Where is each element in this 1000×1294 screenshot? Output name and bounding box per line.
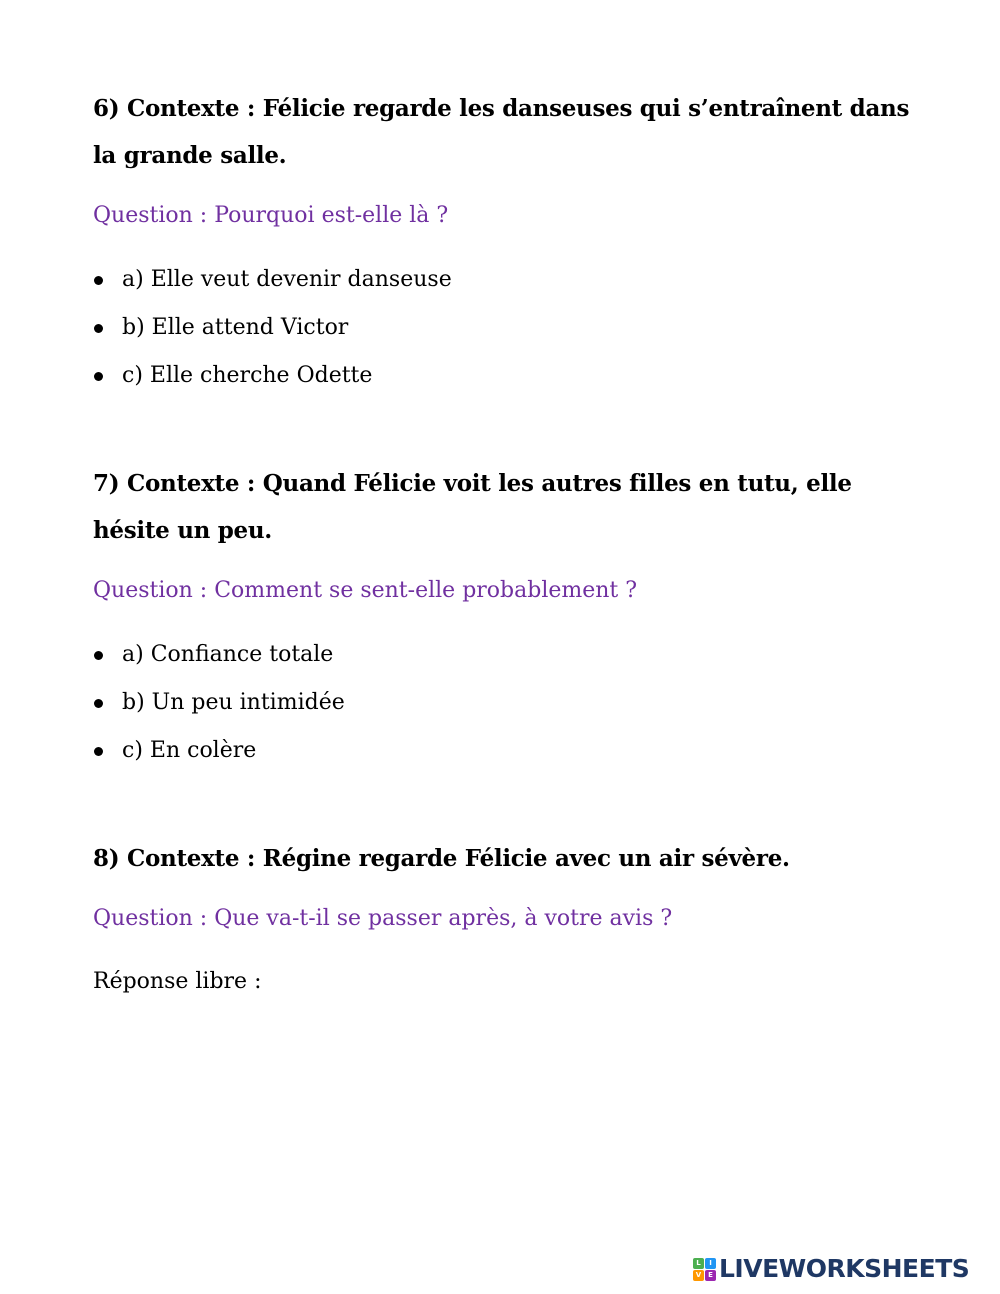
bullet-icon (94, 699, 103, 708)
option-label: b) Un peu intimidée (122, 690, 345, 715)
section-6 (93, 85, 928, 388)
option-6c[interactable] (93, 361, 452, 409)
option-label: c) Elle cherche Odette (122, 363, 373, 388)
bullet-icon (94, 276, 103, 285)
logo-icon (693, 1258, 716, 1281)
question-8: Question : Que va-t-il se passer après, à votre avis ? (93, 906, 673, 931)
context-6: 6) Contexte : Félicie regarde les danseuses qui s’entraînent dans la grande salle. (93, 95, 910, 169)
context-7: 7) Contexte : Quand Félicie voit les autres filles en tutu, elle hésite un peu. (93, 470, 852, 544)
bullet-icon (94, 747, 103, 756)
option-label: c) En colère (122, 738, 257, 763)
bullet-icon (94, 372, 103, 381)
logo-mark-cell: I (705, 1258, 716, 1269)
option-label: b) Elle attend Victor (122, 315, 349, 340)
question-7: Question : Comment se sent-elle probablement ? (93, 578, 638, 603)
bullet-icon (94, 324, 103, 333)
section-8 (93, 835, 928, 994)
option-label: a) Elle veut devenir danseuse (122, 267, 452, 292)
option-label: a) Confiance totale (122, 642, 334, 667)
liveworksheets-logo (693, 1253, 969, 1285)
logo-mark-cell: V (693, 1270, 704, 1281)
bullet-icon (94, 651, 103, 660)
options-6 (93, 265, 452, 409)
logo-mark-cell: L (693, 1258, 704, 1269)
logo-mark-cell: E (705, 1270, 716, 1281)
options-7 (93, 640, 345, 784)
option-6a[interactable] (93, 265, 452, 313)
option-7a[interactable] (93, 640, 345, 688)
option-7b[interactable] (93, 688, 345, 736)
context-8: 8) Contexte : Régine regarde Félicie avec un air sévère. (93, 845, 790, 872)
free-answer-label: Réponse libre : (93, 969, 262, 994)
section-7 (93, 460, 928, 763)
question-6: Question : Pourquoi est-elle là ? (93, 203, 449, 228)
option-6b[interactable] (93, 313, 452, 361)
option-7c[interactable] (93, 736, 345, 784)
logo-text: LIVEWORKSHEETS (719, 1254, 970, 1283)
